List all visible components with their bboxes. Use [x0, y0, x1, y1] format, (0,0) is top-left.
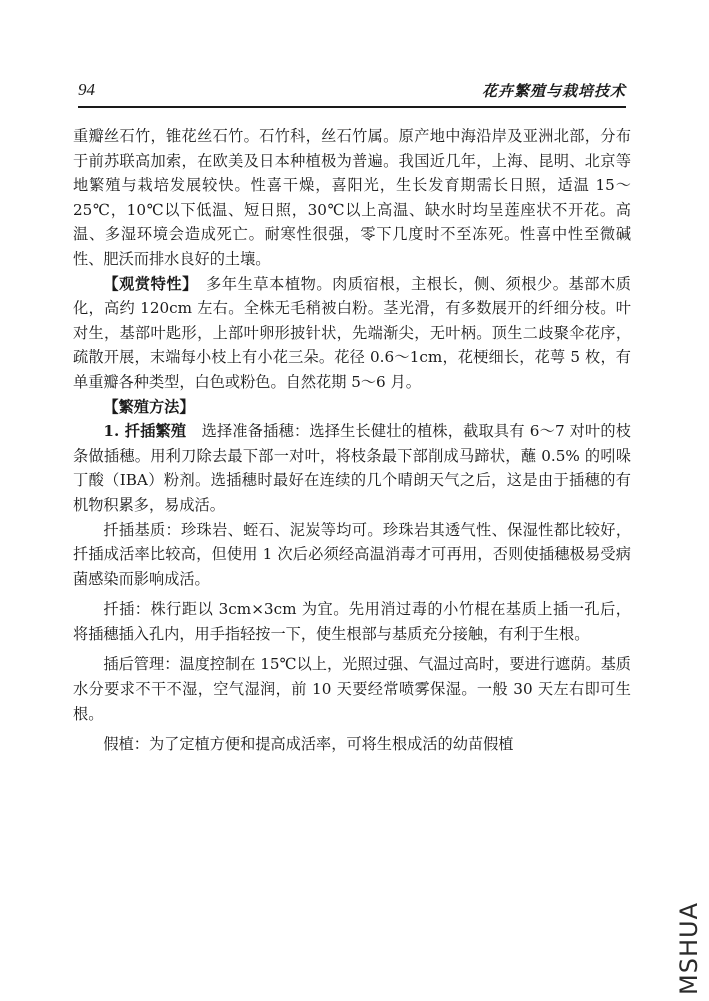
- section-heading-propagation: 【繁殖方法】: [103, 397, 195, 416]
- running-title: 花卉繁殖与栽培技术: [481, 82, 626, 100]
- paragraph-cutting: 扦插：株行距以 3cm×3cm 为宜。先用消过毒的小竹棍在基质上插一孔后，将插穗插入孔内，用手指轻按一下，使生根部与基质充分接触，有利于生根。: [73, 600, 631, 643]
- cutting-propagation-label: 1. 扦插繁殖: [103, 422, 187, 441]
- paragraph-cutting-medium: 扦插基质：珍珠岩、蛭石、泥炭等均可。珍珠岩其透气性、保湿性都比较好，扦插成活率比较高，但使用 1 次后必须经高温消毒才可再用，否则使插穗极易受病菌感染而影响成活。: [73, 520, 631, 588]
- body-text: [73, 124, 631, 757]
- paragraph-temporary-planting: 假植：为了定植方便和提高成活率，可将生根成活的幼苗假植: [103, 735, 514, 754]
- ornamental-features-text: 多年生草本植物。肉质宿根，主根长，侧、须根少。基部木质化，高约 120cm 左右。全株无毛稍被白粉。茎光滑，有多数展开的纤细分枝。叶对生，基部叶匙形，上部叶卵形披针状，先端渐尖，无叶柄。顶生二歧聚伞花序，疏散开展，末端每小枝上有小花三朵。花径 0.6～1cm，花梗细长，花萼 5 枚，有单重瓣各种类型，白色或粉色。自然花期 5～6 月。: [73, 274, 631, 391]
- paragraph-cutting-propagation: [73, 419, 631, 517]
- page-number: 94: [78, 80, 95, 99]
- watermark: MSHUA: [675, 902, 703, 995]
- paragraph-intro: 重瓣丝石竹，锥花丝石竹。石竹科，丝石竹属。原产地中海沿岸及亚洲北部，分布于前苏联高加索，在欧美及日本种植极为普遍。我国近几年，上海、昆明、北京等地繁殖与栽培发展较快。性喜干燥，喜阳光，生长发育期需长日照，适温 15～25℃，10℃以下低温、短日照，30℃以上高温、缺水时均呈莲座状不开花。高温、多湿环境会造成死亡。耐寒性很强，零下几度时不至冻死。性喜中性至微碱性、肥沃而排水良好的土壤。: [73, 127, 631, 268]
- header-rule: [78, 106, 626, 108]
- paragraph-post-cutting-care: 插后管理：温度控制在 15℃以上，光照过强、气温过高时，要进行遮荫。基质水分要求不干不湿，空气湿润，前 10 天要经常喷雾保湿。一般 30 天左右即可生根。: [73, 655, 631, 723]
- paragraph-ornamental-features: [73, 272, 631, 395]
- ornamental-features-label: 【观赏特性】: [103, 274, 191, 293]
- cutting-propagation-text: 选择准备插穗：选择生长健壮的植株，截取具有 6～7 对叶的枝条做插穗。用利刀除去最下部一对叶，将枝条最下部削成马蹄状，蘸 0.5% 的吲哚丁酸（IBA）粉剂。选插穗时最好在连续的几个晴朗天气之后，这是由于插穗的有机物积累多，易成活。: [73, 422, 631, 514]
